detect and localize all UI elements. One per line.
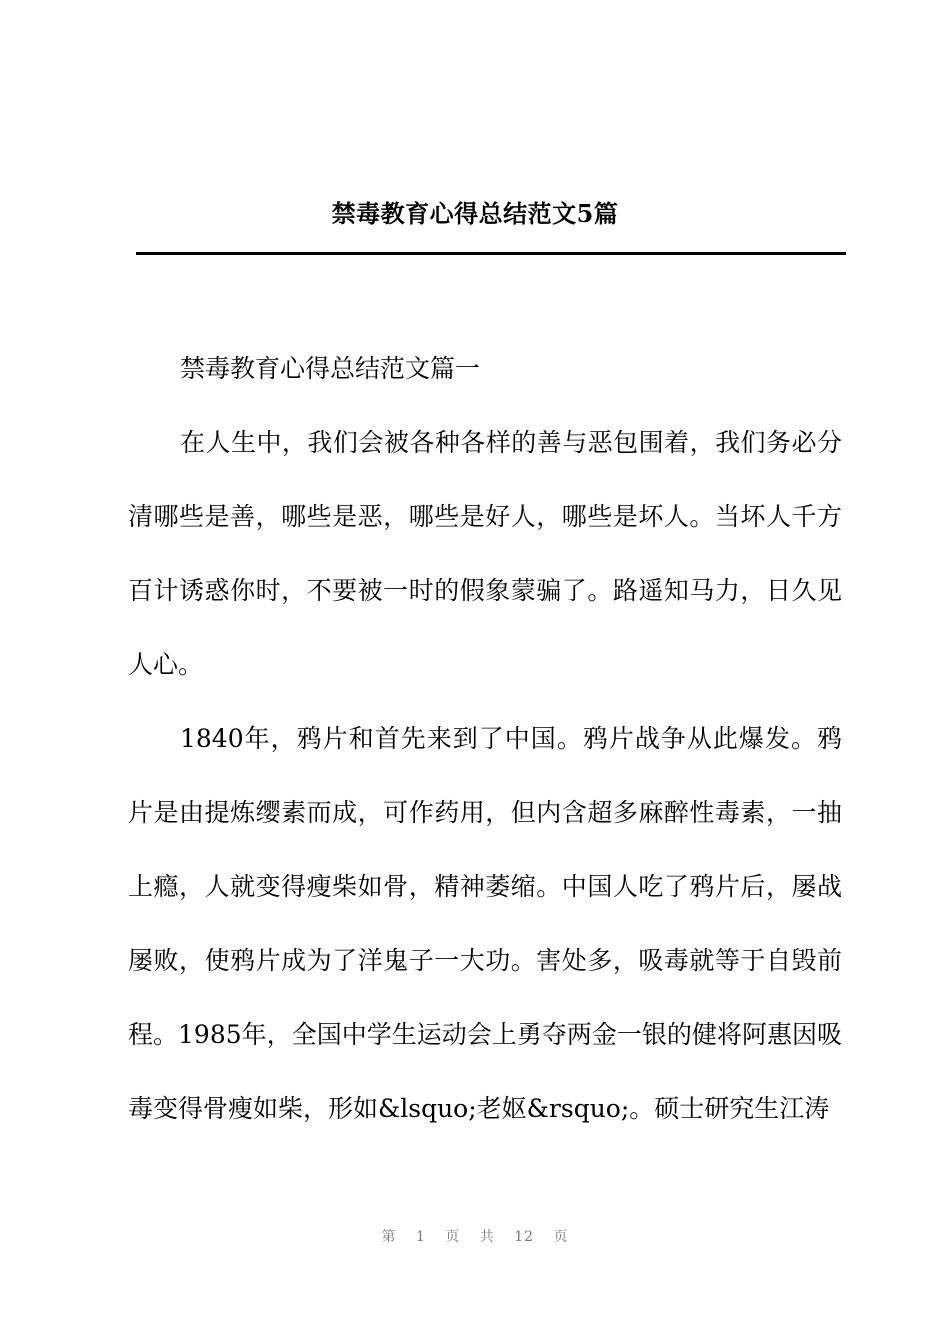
page-number-footer: 第 1 页 共 12 页 — [381, 1229, 569, 1245]
section-heading-block — [128, 332, 842, 406]
title-divider — [136, 252, 846, 255]
paragraph-block-1 — [128, 406, 842, 702]
section-heading: 禁毒教育心得总结范文篇一 — [180, 354, 481, 383]
paragraph-2: 1840年，鸦片和首先来到了中国。鸦片战争从此爆发。鸦片是由提炼缨素而成，可作药用，但内含超多麻醉性毒素，一抽上瘾，人就变得瘦柴如骨，精神萎缩。中国人吃了鸦片后，屡战屡败，使鸦片成为了洋鬼子一大功。害处多，吸毒就等于自毁前程。1985年，全国中学生运动会上勇夺两金一银的健将阿惠因吸毒变得骨瘦如柴，形如&lsquo;老妪&rsquo;。硕士研究生江涛 — [128, 724, 842, 1123]
paragraph-block-2 — [128, 702, 842, 1146]
document-title: 禁毒教育心得总结范文5篇 — [331, 199, 619, 228]
paragraph-1: 在人生中，我们会被各种各样的善与恶包围着，我们务必分清哪些是善，哪些是恶，哪些是好人，哪些是坏人。当坏人千方百计诱惑你时，不要被一时的假象蒙骗了。路遥知马力，日久见人心。 — [128, 428, 842, 679]
